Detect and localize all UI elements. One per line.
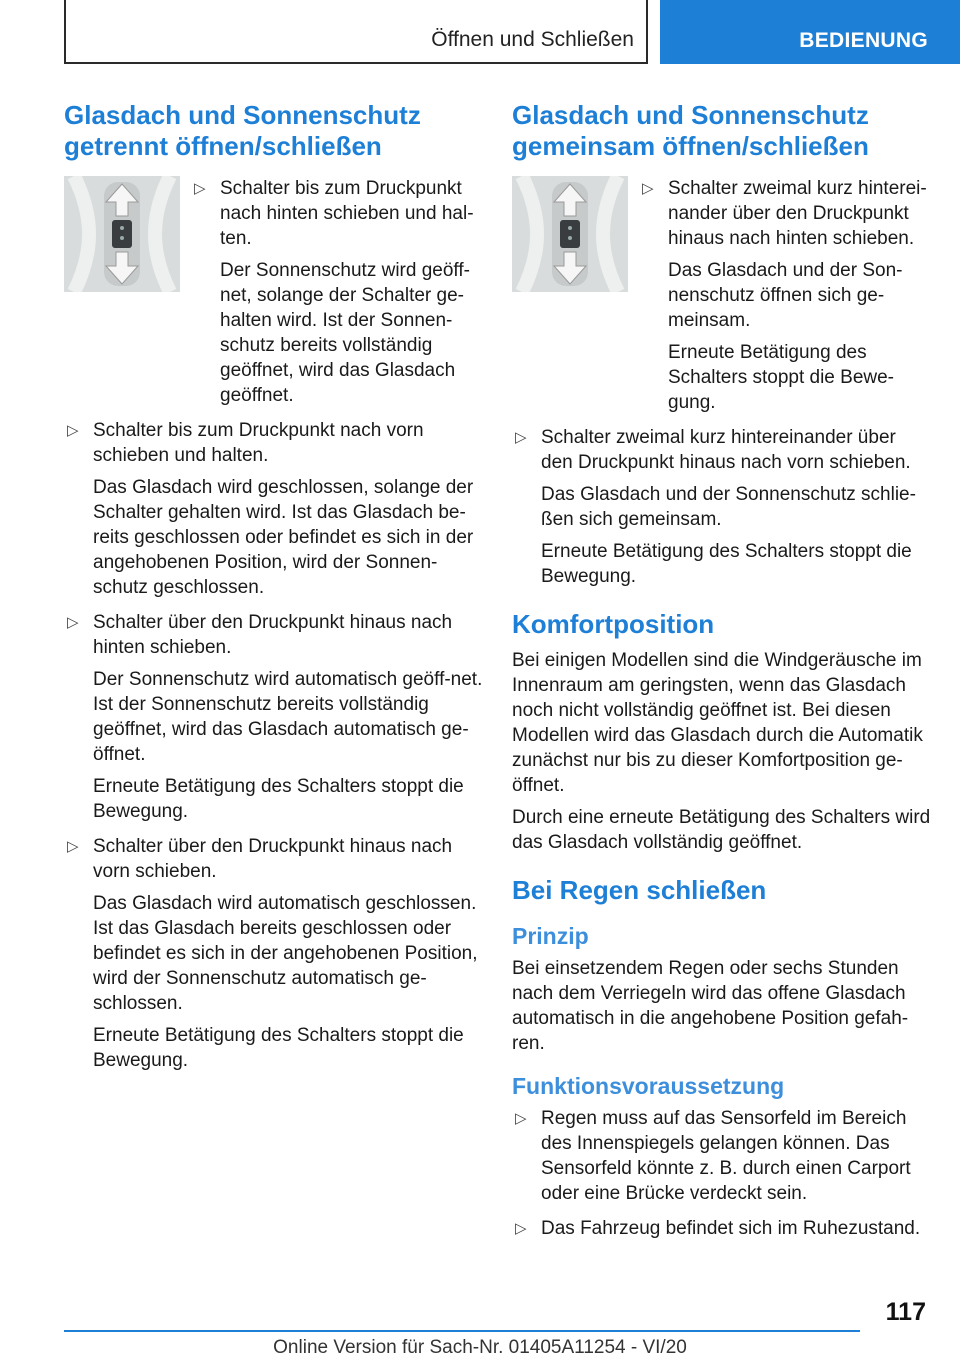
roof-switch-illustration <box>64 176 180 292</box>
bullet-item <box>639 176 932 415</box>
bullet-text: Erneute Betätigung des Schalters stoppt die Bewegung. <box>93 1025 464 1071</box>
bullet-item <box>64 418 484 600</box>
header-chapter-tab <box>660 0 960 64</box>
left-column <box>64 100 484 1083</box>
paragraph: Bei einigen Modellen sind die Windgeräusche im Innenraum am geringsten, wenn das Glasdach noch nicht vollständig geöffnet ist. Bei diesen Modellen wird das Glasdach durch die Automatik zunächst nur bis zu dieser Komfortposition ge-öffnet. <box>512 650 923 796</box>
bullet-text: Schalter über den Druckpunkt hinaus nach hinten schieben. <box>93 612 453 658</box>
bullet-text: Erneute Betätigung des Schalters stoppt die Bewegung. <box>93 776 464 822</box>
bullet-item <box>64 610 484 824</box>
figure-row-gemeinsam <box>512 176 932 415</box>
bullet-text: Schalter bis zum Druckpunkt nach hinten schieben und hal-ten. <box>220 178 474 249</box>
bullet-text: Das Glasdach wird automatisch geschlossen. Ist das Glasdach bereits geschlossen oder befindet es sich in der angehobenen Position, wird der Sonnenschutz automatisch ge-schlossen. <box>93 893 478 1014</box>
bullet-text: Schalter zweimal kurz hintereinander über den Druckpunkt hinaus nach vorn schieben. <box>541 427 911 473</box>
header-section-box <box>64 0 648 64</box>
figure-row-getrennt <box>64 176 484 408</box>
bullet-item <box>64 834 484 1073</box>
bullet-text: Der Sonnenschutz wird automatisch geöff-net. Ist der Sonnenschutz bereits vollständig geöffnet, wird das Glasdach automatisch ge-öffnet. <box>93 669 483 765</box>
bullet-marker: ▷ <box>67 614 79 631</box>
bullet-item <box>512 1106 932 1206</box>
bullet-item <box>512 425 932 589</box>
bullet-text: Erneute Betätigung des Schalters stoppt die Bewe-gung. <box>668 342 895 413</box>
header-section-title: Öffnen und Schließen <box>431 28 634 51</box>
page-number: 117 <box>885 1298 926 1326</box>
bullet-marker: ▷ <box>194 180 206 197</box>
roof-switch-illustration <box>512 176 628 292</box>
bullet-text: Das Fahrzeug befindet sich im Ruhezustand. <box>541 1218 921 1239</box>
section-title-komfortposition: Komfortposition <box>512 609 715 639</box>
bullet-text: Schalter bis zum Druckpunkt nach vorn schieben und halten. <box>93 420 424 466</box>
bullet-marker: ▷ <box>642 180 654 197</box>
bullet-text: Schalter zweimal kurz hinterei-nander über den Druckpunkt hinaus nach hinten schieben. <box>668 178 927 249</box>
bullet-item <box>512 1216 932 1241</box>
bullet-text: Das Glasdach wird geschlossen, solange der Schalter gehalten wird. Ist das Glasdach be-reits geschlossen oder befindet es sich in der angehobenen Position, wird der Sonnen-schutz geschlossen. <box>93 477 474 598</box>
subsection-title-funktion: Funktionsvoraussetzung <box>512 1073 785 1099</box>
paragraph: Durch eine erneute Betätigung des Schalters wird das Glasdach vollständig geöffnet. <box>512 807 931 853</box>
paragraph: Bei einsetzendem Regen oder sechs Stunden nach dem Verriegeln wird das offene Glasdach automatisch in die angehobene Position gefah-ren. <box>512 958 909 1054</box>
bullet-text: Erneute Betätigung des Schalters stoppt die Bewegung. <box>541 541 912 587</box>
bullet-text: Das Glasdach und der Son-nenschutz öffnen sich ge-meinsam. <box>668 260 903 331</box>
subsection-title-prinzip: Prinzip <box>512 923 589 949</box>
footer-online-version: Online Version für Sach-Nr. 01405A11254 - VI/20 <box>273 1337 687 1358</box>
bullet-item <box>191 176 484 408</box>
bullet-text: Der Sonnenschutz wird geöff-net, solange der Schalter ge-halten wird. Ist der Sonnen-schutz bereits vollständig geöffnet, wird das Glasdach geöffnet. <box>220 260 470 406</box>
footer-divider <box>64 1330 860 1332</box>
right-column <box>512 100 932 1251</box>
bullet-marker: ▷ <box>67 422 79 439</box>
header-chapter-title: BEDIENUNG <box>799 29 928 52</box>
section-title-gemeinsam: Glasdach und Sonnenschutz gemeinsam öffnen/schließen <box>512 100 869 161</box>
section-title-getrennt: Glasdach und Sonnenschutz getrennt öffnen/schließen <box>64 100 421 161</box>
bullet-text: Das Glasdach und der Sonnenschutz schlie-ßen sich gemeinsam. <box>541 484 916 530</box>
bullet-marker: ▷ <box>515 1220 527 1237</box>
bullet-marker: ▷ <box>515 429 527 446</box>
section-title-regen: Bei Regen schließen <box>512 875 767 905</box>
bullet-marker: ▷ <box>515 1110 527 1127</box>
bullet-marker: ▷ <box>67 838 79 855</box>
bullet-text: Schalter über den Druckpunkt hinaus nach vorn schieben. <box>93 836 453 882</box>
bullet-text: Regen muss auf das Sensorfeld im Bereich des Innenspiegels gelangen können. Das Sensorfeld könnte z. B. durch einen Carport oder eine Brücke verdeckt sein. <box>541 1108 911 1204</box>
